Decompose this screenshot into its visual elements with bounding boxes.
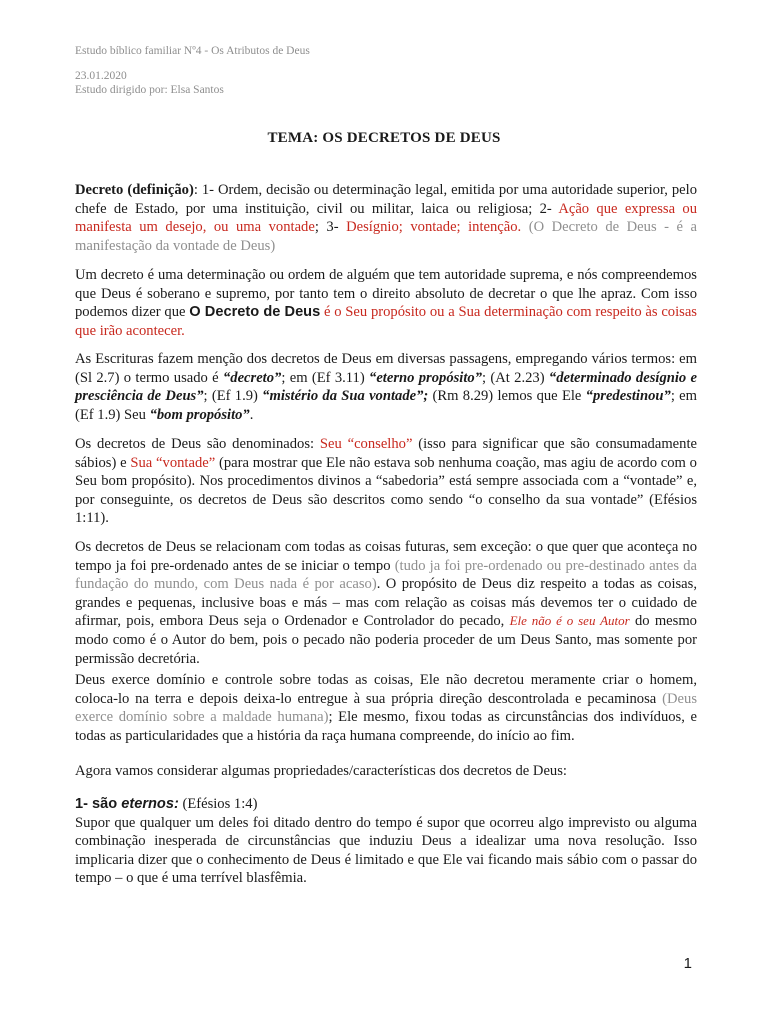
text-span: . — [249, 406, 254, 423]
text-span: Agora vamos considerar algumas propriedades/características dos decretos de Deus: — [75, 763, 567, 779]
text-span: Os decretos de Deus se relacionam com todas as coisas futuras, sem exceção: o que quer que aconteça no tempo ja foi pre-ordenado antes de se iniciar o tempo — [75, 539, 697, 574]
document-author: Estudo dirigido por: Elsa Santos — [75, 84, 224, 96]
highlight-red: Desígnio; vontade; intenção. — [346, 219, 522, 236]
paragraph-properties-intro — [75, 762, 697, 781]
text-span: (Rm 8.29) lemos que Ele — [428, 388, 586, 405]
paragraph-denominations — [75, 435, 697, 528]
paragraph-definition — [75, 181, 697, 255]
highlight-red: é o Seu propósito ou a Sua determinação com respeito às coisas que irão acontecer. — [75, 304, 697, 339]
highlight-red-italic: Ele não é o seu Autor — [509, 613, 630, 629]
text-span: ; Ele mesmo, fixou todas as circunstâncias dos indivíduos, e todas as particularidades que a história da raça humana compreende, do início ao fim. — [75, 709, 697, 744]
text-span: (para mostrar que Ele não estava sob nenhuma coação, mas agiu de acordo com o Seu bom propósito). Nos procedimentos divinos a “sabedoria” está sempre associada com a “vontade” e, por conseguinte, os decretos de Deus são descritos como sendo “o conselho da sua vontade” (Efésios 1:11). — [75, 454, 697, 527]
text-span: As Escrituras fazem menção dos decretos de Deus em diversas passagens, empregando vários termos: em (Sl 2.7) o termo usado é — [75, 351, 697, 386]
text-span: ; em (Ef 3.11) — [281, 369, 370, 386]
text-span: ; em (Ef 1.9) Seu — [75, 388, 697, 423]
text-span: do mesmo modo como é o Autor do bem, pois o pecado não poderia proceder de um Deus Santo, mas somente por permissão decretória. — [75, 613, 697, 667]
definition-term: Decreto (definição) — [75, 182, 194, 198]
text-span: Os decretos de Deus são denominados: — [75, 436, 320, 452]
page-number: 1 — [683, 955, 692, 972]
text-span: ; (At 2.23) — [482, 369, 549, 386]
paragraph-future-things — [75, 538, 697, 668]
note-gray: (tudo ja foi pre-ordenado ou pre-destinado antes da fundação do mundo, com Deus nada é por acaso) — [75, 557, 697, 593]
bold-term: O Decreto de Deus — [189, 304, 321, 321]
text-span: (isso para significar que são consumadamente sábios) e — [75, 436, 697, 471]
text-span: Deus exerce domínio e controle sobre todas as coisas, Ele não decretou meramente criar o homem, coloca-lo na terra e depois deixa-lo entregue à sua própria direção descontrolada e pecaminosa — [75, 672, 697, 707]
term-emphasis: “eterno propósito” — [369, 369, 482, 386]
item-title: eternos: — [121, 796, 179, 812]
highlight-red: Sua “vontade” — [130, 454, 216, 471]
text-span: Supor que qualquer um deles foi ditado dentro do tempo é supor que ocorreu algo imprevisto ou alguma combinação inesperada de circunstâncias que induziu Deus a idealizar uma nova resolução. Isso implicaria dizer que o conhecimento de Deus é limitado e que Ele vai ficando mais sábio com o passar do tempo – o que é uma terrível blasfêmia. — [75, 814, 697, 887]
highlight-red: Ação que expressa ou manifesta um desejo, ou uma vontade — [75, 200, 697, 236]
paragraph-decree — [75, 266, 697, 340]
text-span: ; 3- — [314, 219, 347, 236]
term-emphasis: “mistério da Sua vontade”; — [262, 388, 429, 405]
document-header: Estudo bíblico familiar Nº4 - Os Atributos de Deus — [75, 45, 310, 57]
text-span: : 1- Ordem, decisão ou determinação legal, emitida por uma autoridade superior, pelo chefe de Estado, por uma instituição, civil ou militar, laica ou religiosa; 2- — [75, 182, 697, 217]
page-title: TEMA: OS DECRETOS DE DEUS — [267, 130, 501, 146]
paragraph-dominion — [75, 671, 697, 745]
text-span: ; (Ef 1.9) — [203, 388, 263, 405]
term-emphasis: “bom propósito” — [149, 406, 250, 423]
term-emphasis: “determinado desígnio e presciência de Deus” — [75, 369, 698, 405]
item-number: 1- são — [75, 796, 122, 812]
bible-reference: (Efésios 1:4) — [178, 796, 258, 812]
note-gray: (O Decreto de Deus - é a manifestação da vontade de Deus) — [75, 219, 697, 254]
term-emphasis: “predestinou” — [585, 388, 671, 405]
document-date: 23.01.2020 — [75, 70, 127, 82]
term-emphasis: “decreto” — [222, 369, 282, 386]
paragraph-eternal — [75, 795, 697, 888]
note-gray: (Deus exerce domínio sobre a maldade humana) — [75, 690, 697, 726]
highlight-red: Seu “conselho” — [319, 436, 413, 452]
paragraph-scriptures — [75, 350, 697, 424]
text-span: Um decreto é uma determinação ou ordem de alguém que tem autoridade suprema, e nós compreendemos que Deus é soberano e supremo, por tanto tem o direito absoluto de decretar o que lhe apraz. Com isso podemos dizer que — [75, 267, 697, 321]
text-span: . O propósito de Deus diz respeito a todas as coisas, grandes e pequenas, inclusive boas e más – mas com relação as coisas más devemos ter o cuidado de afirmar, pois, embora Deus seja o Ordenador e Controlador do pecado, — [75, 576, 697, 630]
